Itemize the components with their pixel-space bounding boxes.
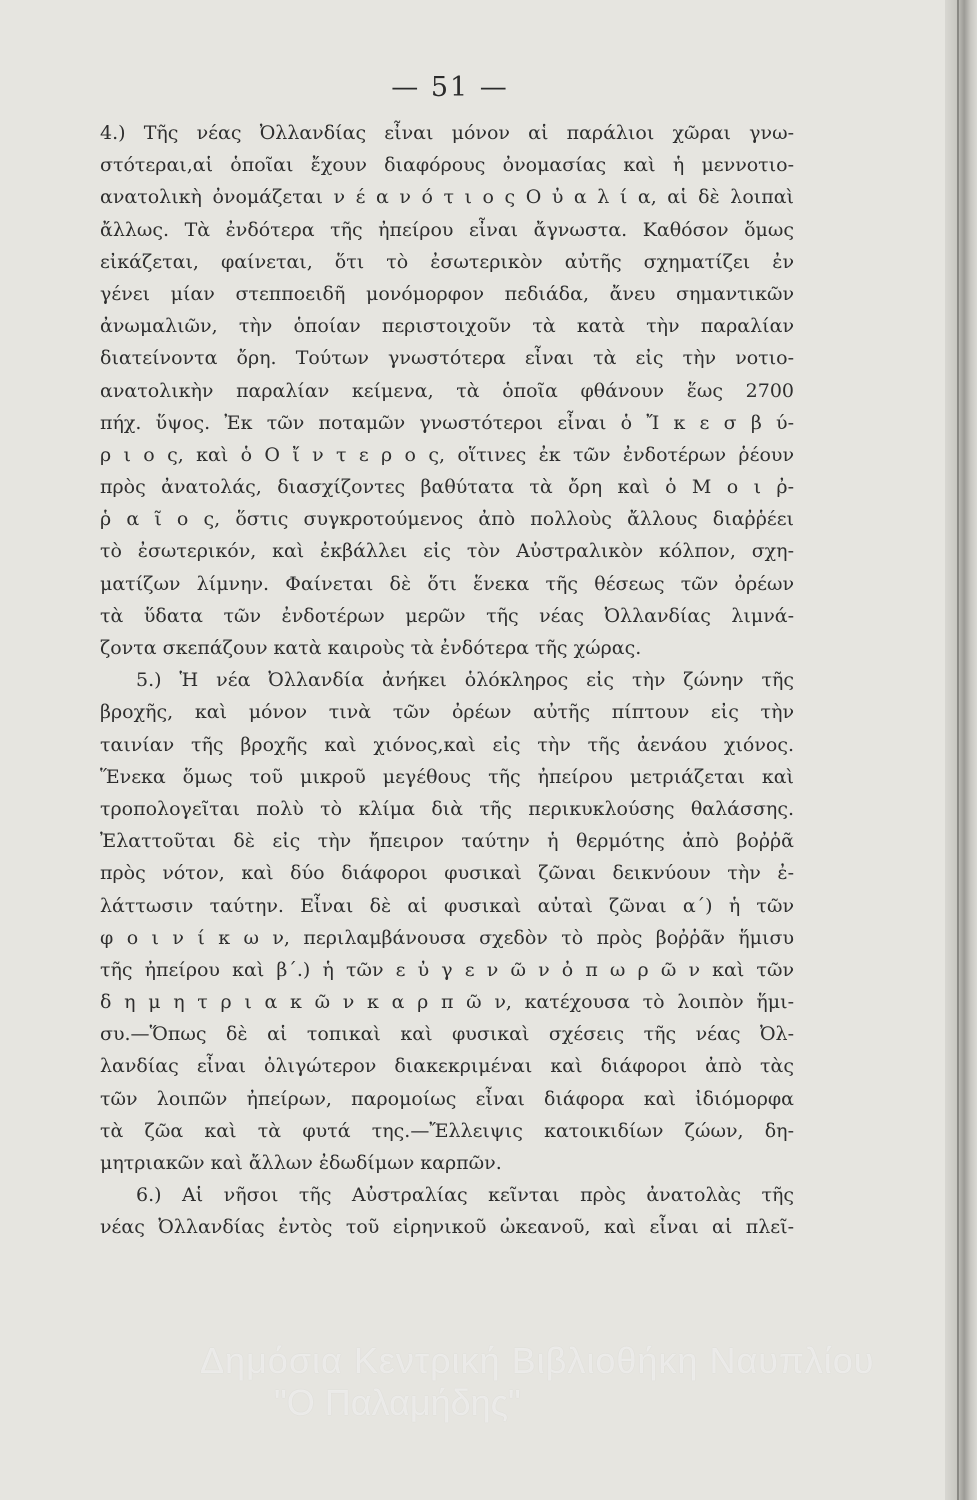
text-line: εἰκάζεται, φαίνεται, ὅτι τὸ ἐσωτερικὸν αὐτῆς σχηματίζει ἐν xyxy=(100,250,794,273)
text-line: Ἕνεκα ὅμως τοῦ μικροῦ μεγέθους τῆς ἠπείρου μετριάζεται καὶ xyxy=(100,765,794,788)
page-binding-line xyxy=(957,0,959,1500)
text-line: λανδίας εἶναι ὀλιγώτερον διακεκριμέναι καὶ διάφοροι ἀπὸ τὰς xyxy=(100,1055,794,1078)
text-line: 4.) Τῆς νέας Ὀλλανδίας εἶναι μόνον αἱ παράλιοι χῶραι γνω- xyxy=(100,122,794,144)
text-line: ανατολικὴν παραλίαν κείμενα, τὰ ὁποῖα φθάνουν ἕως 2700 xyxy=(100,379,794,402)
text-line: ταινίαν τῆς βροχῆς καὶ χιόνος,καὶ εἰς τὴν τῆς ἀενάου χιόνος. xyxy=(100,733,794,756)
library-watermark xyxy=(200,1340,960,1424)
text-line: τῶν λοιπῶν ἠπείρων, παρομοίως εἶναι διάφορα καὶ ἰδιόμορφα xyxy=(100,1087,794,1110)
text-line: ζοντα σκεπάζουν κατὰ καιροὺς τὰ ἐνδότερα τῆς χώρας. xyxy=(100,637,642,659)
text-line: πήχ. ὕψος. Ἐκ τῶν ποταμῶν γνωστότεροι εἶναι ὁ Ἴ κ ε σ β ύ- xyxy=(100,411,794,434)
text-line: πρὸς ἀνατολάς, διασχίζοντες βαθύτατα τὰ ὄρη καὶ ὁ Μ ο ι ῤ- xyxy=(100,476,794,499)
body-text xyxy=(100,117,794,1244)
text-line: τροπολογεῖται πολὺ τὸ κλίμα διὰ τῆς περικυκλούσης θαλάσσης. xyxy=(100,797,794,820)
text-line: συ.—Ὅπως δὲ αἱ τοπικαὶ καὶ φυσικαὶ σχέσεις τῆς νέας Ὀλ- xyxy=(100,1023,794,1046)
watermark-line: "Ο Παλαμήδης" xyxy=(274,1382,521,1423)
page-binding-edge xyxy=(945,0,977,1500)
text-line: ῥ α ῖ ο ς, ὅστις συγκροτούμενος ἀπὸ πολλοὺς ἄλλους διαῤῥέει xyxy=(100,508,794,531)
text-line: ανατολικὴ ὀνομάζεται ν έ α ν ό τ ι ο ς Ο ὐ α λ ί α, αἱ δὲ λοιπαὶ xyxy=(100,186,794,209)
page-number: — 51 — xyxy=(391,72,509,103)
text-line: νέας Ὀλλανδίας ἐντὸς τοῦ εἰρηνικοῦ ὠκεανοῦ, καὶ εἶναι αἱ πλεῖ- xyxy=(100,1216,794,1239)
text-line: βροχῆς, καὶ μόνον τινὰ τῶν ὀρέων αὐτῆς πίπτουν εἰς τὴν xyxy=(100,701,794,724)
text-line: λάττωσιν ταύτην. Εἶναι δὲ αἱ φυσικαὶ αὐταὶ ζῶναι α΄) ἡ τῶν xyxy=(100,894,794,917)
text-line: 5.) Ἡ νέα Ὀλλανδία ἀνήκει ὁλόκληρος εἰς τὴν ζώνην τῆς xyxy=(136,669,794,692)
text-line: τὰ ὕδατα τῶν ἐνδοτέρων μερῶν τῆς νέας Ὀλλανδίας λιμνά- xyxy=(100,604,794,627)
text-line: τὰ ζῶα καὶ τὰ φυτά της.—Ἔλλειψις κατοικιδίων ζώων, δη- xyxy=(100,1119,794,1142)
text-line: πρὸς νότον, καὶ δύο διάφοροι φυσικαὶ ζῶναι δεικνύουν τὴν ἐ- xyxy=(100,862,794,885)
text-line: Ἐλαττοῦται δὲ εἰς τὴν ἤπειρον ταύτην ἡ θερμότης ἀπὸ βοῤῥᾶ xyxy=(100,830,794,853)
text-line: φ ο ι ν ί κ ω ν, περιλαμβάνουσα σχεδὸν τὸ πρὸς βοῤῥᾶν ἥμισυ xyxy=(100,926,794,949)
text-line: μητριακῶν καὶ ἄλλων ἐδωδίμων καρπῶν. xyxy=(100,1152,502,1174)
text-line: ἄλλως. Τὰ ἐνδότερα τῆς ἠπείρου εἶναι ἄγνωστα. Καθόσον ὅμως xyxy=(100,218,794,241)
text-line: διατείνοντα ὄρη. Τούτων γνωστότερα εἶναι τὰ εἰς τὴν νοτιο- xyxy=(100,347,794,370)
text-line: ἀνωμαλιῶν, τὴν ὁποίαν περιστοιχοῦν τὰ κατὰ τὴν παραλίαν xyxy=(100,315,794,338)
text-line: 6.) Αἱ νῆσοι τῆς Αὐστραλίας κεῖνται πρὸς ἀνατολὰς τῆς xyxy=(136,1184,794,1207)
text-line: ματίζων λίμνην. Φαίνεται δὲ ὅτι ἕνεκα τῆς θέσεως τῶν ὀρέων xyxy=(100,572,794,595)
text-line: ρ ι ο ς, καὶ ὁ Ο ἴ ν τ ε ρ ο ς, οἵτινες ἐκ τῶν ἐνδοτέρων ῥέουν xyxy=(100,443,794,466)
text-line: τὸ ἐσωτερικόν, καὶ ἐκβάλλει εἰς τὸν Αὐστραλικὸν κόλπον, σχη- xyxy=(100,540,794,563)
text-line: γένει μίαν στεπποειδῆ μονόμορφον πεδιάδα, ἄνευ σημαντικῶν xyxy=(100,282,794,305)
watermark-line: Δημόσια Κεντρική Βιβλιοθήκη Ναυπλίου xyxy=(200,1340,875,1381)
text-line: δ η μ η τ ρ ι α κ ῶ ν κ α ρ π ῶ ν, κατέχουσα τὸ λοιπὸν ἥμι- xyxy=(100,991,794,1014)
text-line: τῆς ἠπείρου καὶ β΄.) ἡ τῶν ε ὐ γ ε ν ῶ ν ὀ π ω ρ ῶ ν καὶ τῶν xyxy=(100,958,794,981)
text-line: στότεραι,αἱ ὁποῖαι ἔχουν διαφόρους ὀνομασίας καὶ ἡ μεννοτιο- xyxy=(100,154,794,177)
